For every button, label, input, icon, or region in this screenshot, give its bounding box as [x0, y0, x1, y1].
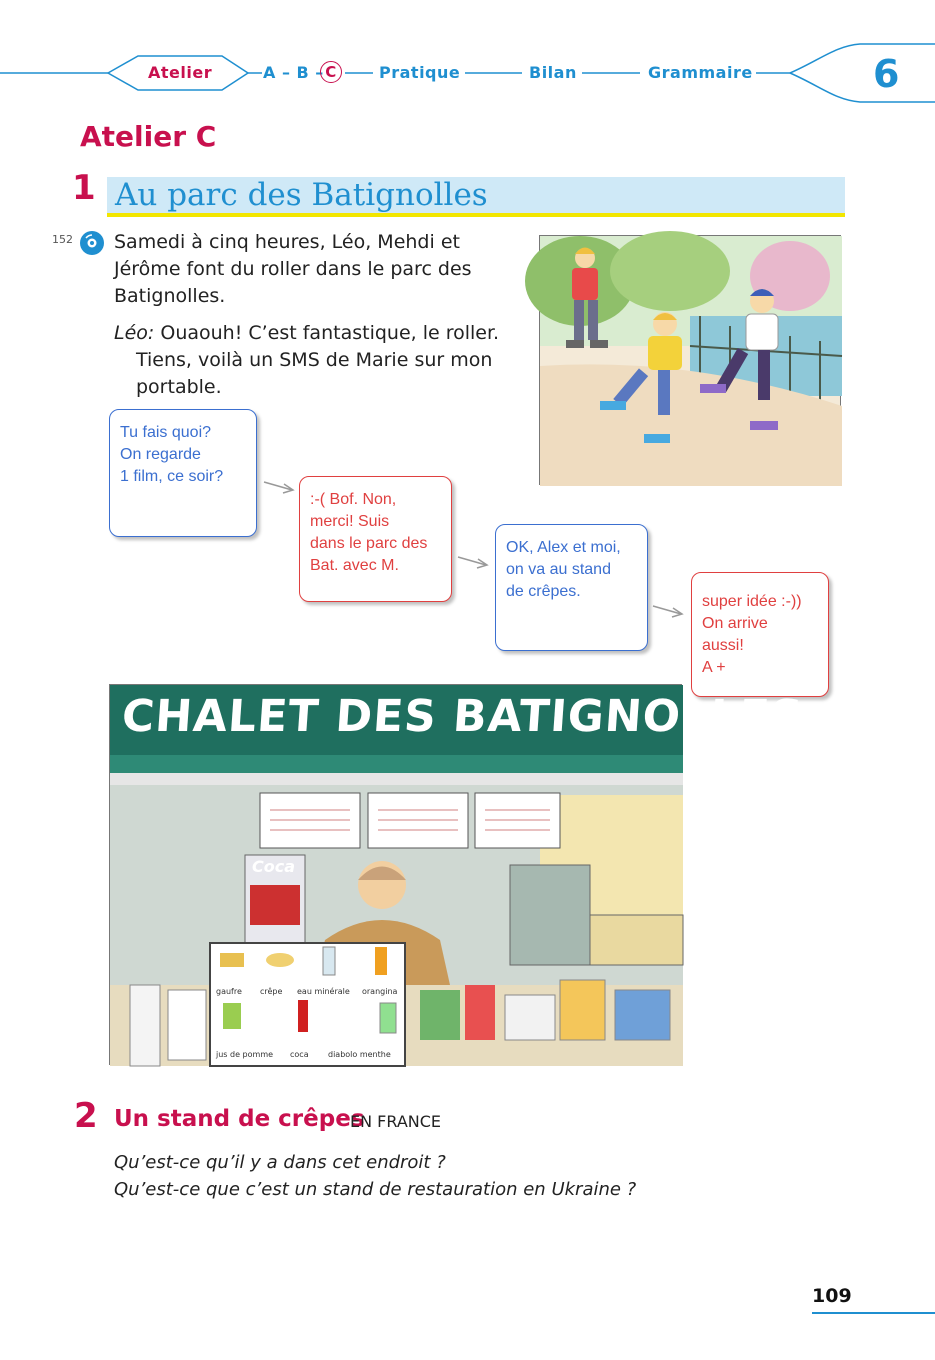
menu-item-label: jus de pomme	[216, 1050, 274, 1059]
crepe-stand-drawing	[110, 685, 683, 1066]
roller-scene-drawing	[540, 236, 842, 486]
exercise-2-tag: EN FRANCE	[350, 1112, 442, 1131]
sms-2-line: Bat. avec M.	[310, 557, 399, 574]
question-1: Qu’est-ce qu’il y a dans cet endroit ?	[114, 1152, 446, 1173]
coca-logo: Coca	[252, 857, 296, 876]
sms-2-line: :-( Bof. Non,	[310, 491, 397, 508]
speaker-text: Ouaouh! C’est fantastique, le roller. Tiens, voilà un SMS de Marie sur mon portable.	[136, 322, 500, 398]
nav-c-label: C	[320, 61, 342, 83]
menu-item-label: diabolo menthe	[328, 1050, 391, 1059]
dialogue-line	[114, 320, 514, 401]
sms-4-line: A +	[702, 659, 726, 676]
footer-rule	[812, 1312, 935, 1314]
audio-track-number: 152	[52, 233, 73, 246]
roller-skaters-illustration	[539, 235, 841, 485]
sms-4-line: super idée :-))	[702, 593, 802, 610]
speaker-label: Léo:	[114, 322, 155, 344]
chapter-nav-lines	[0, 40, 935, 110]
sms-3-line: on va au stand	[506, 561, 611, 578]
menu-item-label: coca	[290, 1050, 309, 1059]
page-title: Atelier C	[80, 120, 217, 153]
sms-1-line: On regarde	[120, 446, 201, 463]
sms-2-line: dans le parc des	[310, 535, 428, 552]
menu-item-label: gaufre	[216, 987, 242, 996]
question-2: Qu’est-ce que c’est un stand de restauration en Ukraine ?	[114, 1179, 637, 1200]
arrow-icon	[262, 478, 298, 500]
exercise-2-number: 2	[74, 1096, 98, 1136]
sms-4-line: aussi!	[702, 637, 744, 654]
exercise-1-title: Au parc des Batignolles	[115, 177, 488, 213]
nav-ab[interactable]: A – B –	[263, 63, 324, 82]
nav-grammaire[interactable]: Grammaire	[648, 63, 753, 82]
intro-paragraph: Samedi à cinq heures, Léo, Mehdi et Jérôme font du roller dans le parc des Batignolles.	[114, 231, 472, 307]
nav-bilan[interactable]: Bilan	[529, 63, 577, 82]
sms-4-line: On arrive	[702, 615, 768, 632]
sms-1-line: Tu fais quoi?	[120, 424, 212, 441]
sms-bubble-4	[691, 572, 829, 697]
sms-3-line: OK, Alex et moi,	[506, 539, 621, 556]
sms-1-line: 1 film, ce soir?	[120, 468, 224, 485]
arrow-icon	[456, 553, 492, 575]
menu-item-label: eau minérale	[297, 987, 350, 996]
sms-bubble-2	[299, 476, 452, 602]
sms-bubble-1	[109, 409, 257, 537]
sms-3-line: de crêpes.	[506, 583, 581, 600]
arrow-icon	[651, 602, 687, 624]
menu-item-label: crêpe	[260, 987, 283, 996]
page-number: 109	[812, 1285, 852, 1307]
exercise-1-number: 1	[72, 168, 96, 208]
audio-cd-icon[interactable]	[79, 230, 105, 256]
crepe-stand-illustration	[109, 684, 805, 1065]
stand-sign: CHALET DES BATIGNOLLES	[120, 691, 805, 742]
nav-pratique[interactable]: Pratique	[379, 63, 461, 82]
sms-bubble-3	[495, 524, 648, 651]
menu-item-label: orangina	[362, 987, 398, 996]
exercise-2-title: Un stand de crêpes	[114, 1106, 365, 1132]
nav-c-current[interactable]	[320, 61, 342, 83]
nav-atelier[interactable]: Atelier	[148, 63, 213, 82]
exercise-1-title-bar	[107, 177, 845, 217]
chapter-number: 6	[873, 52, 900, 96]
sms-2-line: merci! Suis	[310, 513, 390, 530]
